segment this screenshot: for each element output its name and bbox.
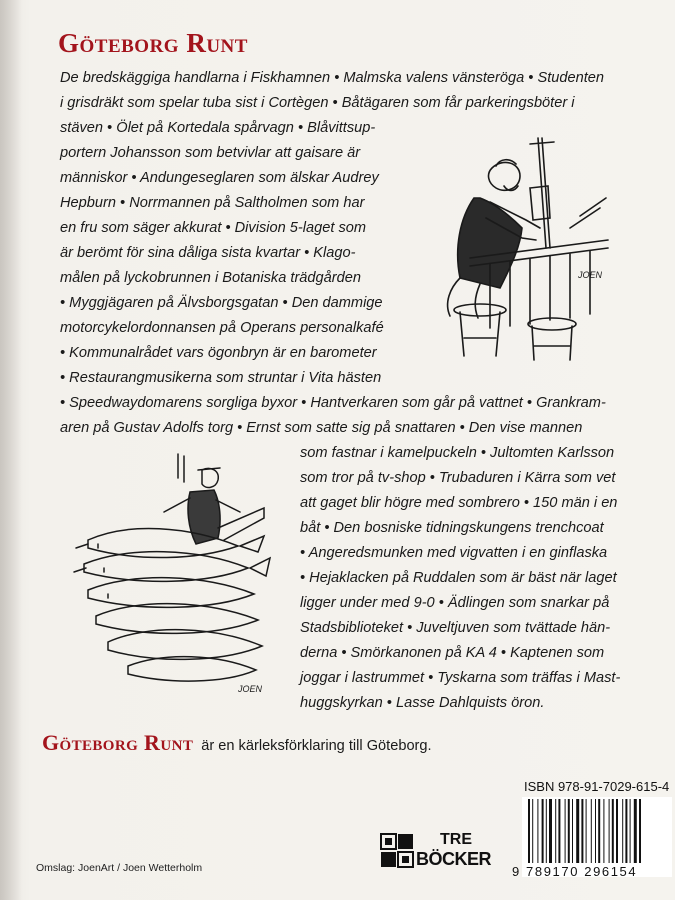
barcode-bar — [576, 799, 579, 863]
blurb-line: portern Johansson som betvivlar att gaisare är — [60, 145, 361, 161]
barcode-bar — [625, 799, 627, 863]
blurb-line: derna • Smörkanonen på KA 4 • Kaptenen som — [300, 645, 605, 661]
blurb-line: • Kommunalrådet vars ögonbryn är en barometer — [60, 345, 377, 361]
blurb-line: joggar i lastrummet • Tyskarna som träffas i Mast- — [300, 670, 621, 686]
publisher-logo-icon — [380, 830, 414, 872]
illustration-signature: JOEN — [238, 684, 263, 694]
barcode-bar — [549, 799, 552, 863]
publisher-logo-line1: TRE — [440, 831, 472, 848]
blurb-line: i grisdräkt som spelar tuba sist i Cortègen • Båtägaren som får parkeringsböter i — [60, 95, 575, 111]
blurb-line: stäven • Ölet på Kortedala spårvagn • Blåvittsup- — [60, 120, 376, 136]
barcode-bar — [555, 799, 556, 863]
blurb-line: aren på Gustav Adolfs torg • Ernst som satte sig på snattaren • Den vise mannen — [60, 420, 583, 436]
barcode-bar — [609, 799, 610, 863]
barcode-bar — [603, 799, 604, 863]
blurb-line: • Speedwaydomarens sorgliga byxor • Hantverkaren som går på vattnet • Grankram- — [60, 395, 606, 411]
barcode-bar — [630, 799, 631, 863]
blurb-line: är berömt för sina dåliga sista kvartar • Klago- — [60, 245, 356, 261]
isbn-number: ISBN 978-91-7029-615-4 — [524, 779, 670, 794]
barcode-bar — [537, 799, 538, 863]
barcode-digits: 9 789170 296154 — [512, 864, 638, 879]
barcode-bar — [595, 799, 596, 863]
barcode-bar — [528, 799, 530, 863]
barcode-bar — [586, 799, 587, 863]
tagline-brand: Göteborg Runt — [42, 730, 194, 755]
barcode-bar — [565, 799, 566, 863]
bar-sketch-illustration — [430, 128, 610, 363]
blurb-line: Hepburn • Norrmannen på Saltholmen som har — [60, 195, 365, 211]
barcode-bar — [616, 799, 618, 863]
barcode-bar — [634, 799, 637, 863]
blurb-line: som tror på tv-shop • Trubaduren i Kärra som vet — [300, 470, 616, 486]
barcode-bar — [542, 799, 544, 863]
barcode-bar — [612, 799, 614, 863]
publisher-logo-line2: BÖCKER — [416, 849, 492, 869]
blurb-line: ligger under med 9-0 • Ädlingen som snarkar på — [300, 595, 610, 611]
blurb-line: • Angeredsmunken med vigvatten i en ginflaska — [300, 545, 608, 561]
blurb-line: att gaget blir högre med sombrero • 150 män i en — [300, 495, 618, 511]
illustration-signature: JOEN — [578, 270, 603, 280]
blurb-line: Stadsbiblioteket • Juveltjuven som tvättade hän- — [300, 620, 611, 636]
blurb-line: som fastnar i kamelpuckeln • Jultomten Karlsson — [300, 445, 615, 461]
fish-sketch-illustration — [68, 448, 273, 698]
blurb-line: De bredskäggiga handlarna i Fiskhamnen • Malmska valens vänsteröga • Studenten — [60, 70, 605, 86]
blurb-line: målen på lyckobrunnen i Botaniska trädgården — [60, 270, 361, 286]
blurb-line: människor • Andungeseglaren som älskar Audrey — [60, 170, 379, 186]
barcode-bar — [639, 799, 641, 863]
blurb-line: huggskyrkan • Lasse Dahlquists öron. — [300, 695, 545, 711]
blurb-line: • Myggjägaren på Älvsborgsgatan • Den dammige — [60, 295, 383, 311]
publisher-logo — [380, 830, 492, 872]
barcode-bar — [546, 799, 547, 863]
blurb-line: • Hejaklacken på Ruddalen som är bäst när laget — [300, 570, 617, 586]
blurb-line: • Restaurangmusikerna som struntar i Vita hästen — [60, 370, 382, 386]
blurb-line: båt • Den bosniske tidningskungens trenchcoat — [300, 520, 604, 536]
barcode-bar — [568, 799, 570, 863]
barcode-bar — [558, 799, 560, 863]
tagline-text: är en kärleksförklaring till Göteborg. — [201, 738, 432, 754]
cover-credit: Omslag: JoenArt / Joen Wetterholm — [36, 862, 203, 874]
barcode-bar — [581, 799, 583, 863]
barcode-bar — [591, 799, 592, 863]
book-title: Göteborg Runt — [58, 28, 248, 58]
barcode-bar — [598, 799, 600, 863]
barcode-bar — [532, 799, 533, 863]
barcode-bar — [622, 799, 623, 863]
blurb-line: motorcykelordonnansen på Operans personalkafé — [60, 320, 384, 336]
blurb-line: en fru som säger akkurat • Division 5-laget som — [60, 220, 367, 236]
tagline — [42, 730, 432, 756]
barcode-bar — [572, 799, 573, 863]
